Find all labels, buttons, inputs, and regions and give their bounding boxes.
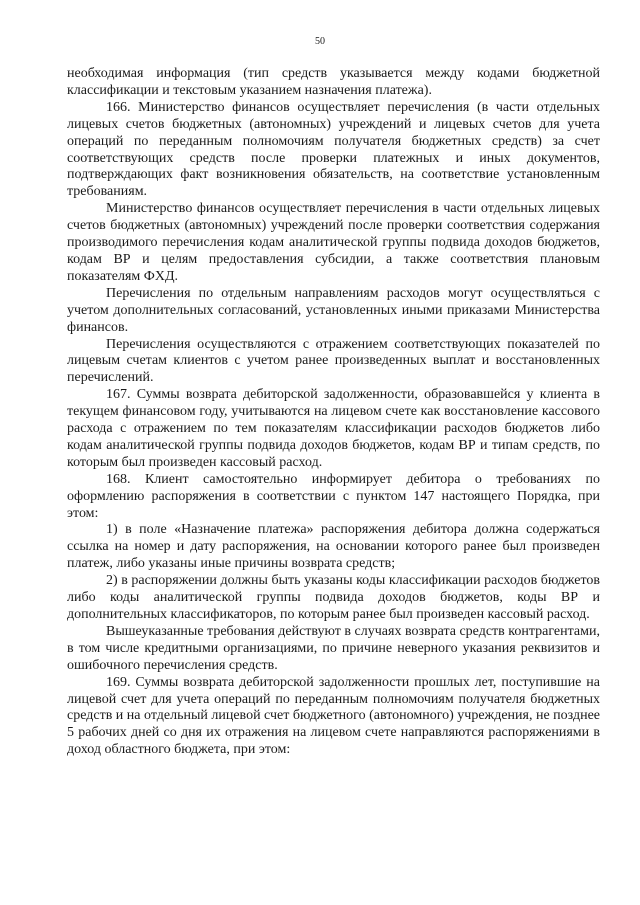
paragraph-item-168: 168. Клиент самостоятельно информирует дебитора о требованиях по оформлению распоряжения в соответствии с пунктом 147 настоящего Порядка, при этом:: [67, 471, 600, 521]
paragraph-item-166-approvals: Перечисления по отдельным направлениям расходов могут осуществляться с учетом дополнительных согласований, установленных иными приказами Министерства финансов.: [67, 285, 600, 335]
paragraph-item-168-sub-2: 2) в распоряжении должны быть указаны коды классификации расходов бюджетов либо коды аналитической группы подвида доходов бюджетов, коды ВР и дополнительных классификаторов, по которым ранее был произведен кассовый расход.: [67, 573, 600, 622]
paragraph-item-168-requirements: Вышеуказанные требования действуют в случаях возврата средств контрагентами, в том числе кредитными организациями, по причине неверного указания реквизитов и ошибочного перечисления средств.: [67, 623, 600, 673]
paragraph-item-166-verification: Министерство финансов осуществляет перечисления в части отдельных лицевых счетов бюджетных (автономных) учреждений после проверки соответствия содержания производимого перечисления кодам аналитической группы подвида доходов бюджетов, кодам ВР и целям предоставления субсидии, а также соответствия плановым показателям ФХД.: [67, 201, 600, 284]
paragraph-item-169: 169. Суммы возврата дебиторской задолженности прошлых лет, поступившие на лицевой счет для учета операций по переданным полномочиям получателя бюджетных средств и на отдельный лицевой счет бюджетного (автономного) учреждения, не позднее 5 рабочих дней со дня их отражения на лицевом счете направляются распоряжениями в доход областного бюджета, при этом:: [67, 674, 600, 758]
page-number: 50: [315, 36, 325, 47]
paragraph-item-167: 167. Суммы возврата дебиторской задолженности, образовавшейся у клиента в текущем финансовом году, учитываются на лицевом счете как восстановление кассового расхода с отражением по тем показателям классификации расходов бюджетов либо кодам аналитической группы подвида доходов бюджетов, кодам ВР и типам средств, по которым был произведен кассовый расход.: [67, 387, 600, 470]
paragraph-item-166: 166. Министерство финансов осуществляет перечисления (в части отдельных лицевых счетов бюджетных (автономных) учреждений и лицевых счетов для учета операций по переданным полномочиям получателя бюджетных средств) за счет соответствующих средств после проверки платежных и иных документов, подтверждающих факт возникновения обязательств, на соответствие установленным требованиям.: [67, 99, 600, 200]
paragraph-continuation: необходимая информация (тип средств указывается между кодами бюджетной классификации и текстовым указанием назначения платежа).: [67, 66, 600, 98]
paragraph-item-168-sub-1: 1) в поле «Назначение платежа» распоряжения дебитора должна содержаться ссылка на номер и дату распоряжения, на основании которого ранее был произведен платеж, либо указаны иные причины возврата средств;: [67, 522, 600, 572]
paragraph-item-166-reflection: Перечисления осуществляются с отражением соответствующих показателей по лицевым счетам клиентов с учетом ранее произведенных выплат и восстановленных перечислений.: [67, 336, 600, 386]
document-body: [67, 66, 600, 759]
